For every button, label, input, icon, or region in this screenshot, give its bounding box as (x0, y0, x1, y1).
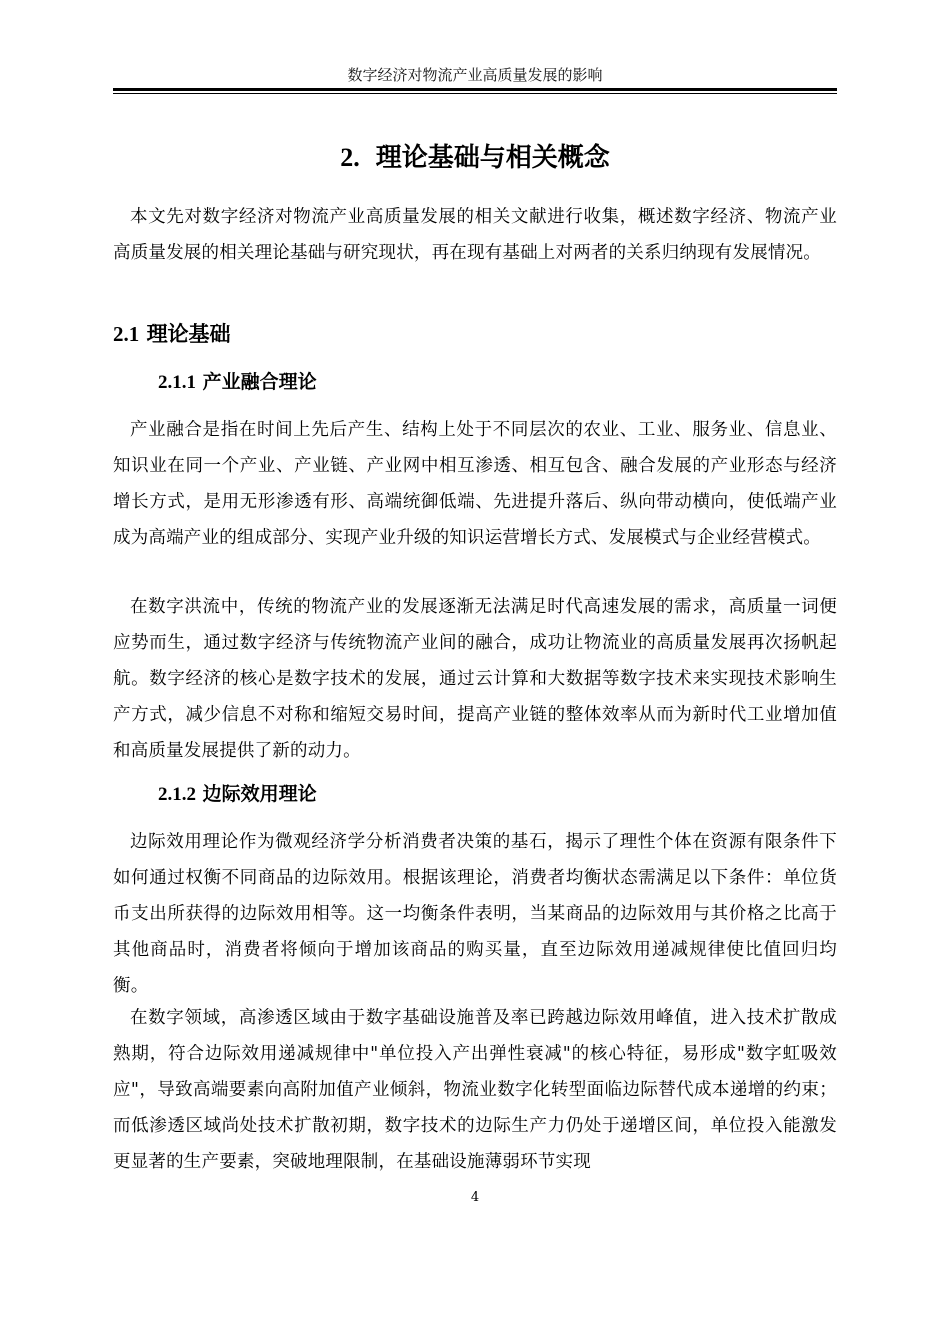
running-header: 数字经济对物流产业高质量发展的影响 (347, 66, 603, 84)
page-number: 4 (470, 1190, 480, 1205)
body-paragraph-industry-fusion-1: 产业融合是指在时间上先后产生、结构上处于不同层次的农业、工业、服务业、信息业、知识业在同一个产业、产业链、产业网中相互渗透、相互包含、融合发展的产业形态与经济增长方式，是用无形渗透有形、高端统御低端、先进提升落后、纵向带动横向，使低端产业成为高端产业的组成部分、实现产业升级的知识运营增长方式、发展模式与企业经营模式。 (113, 420, 837, 548)
header-rule-thin (113, 93, 837, 94)
chapter-intro-paragraph: 本文先对数字经济对物流产业高质量发展的相关文献进行收集，概述数字经济、物流产业高质量发展的相关理论基础与研究现状，再在现有基础上对两者的关系归纳现有发展情况。 (113, 207, 837, 263)
chapter-title (113, 140, 837, 176)
section-heading-2-1-1 (158, 364, 317, 401)
section-number: 2.1 (113, 322, 140, 346)
subsection-number: 2.1.2 (158, 784, 196, 805)
chapter-number: 2. (340, 143, 360, 172)
body-paragraph-marginal-utility-1: 边际效用理论作为微观经济学分析消费者决策的基石，揭示了理性个体在资源有限条件下如何通过权衡不同商品的边际效用。根据该理论，消费者均衡状态需满足以下条件：单位货币支出所获得的边际效用相等。这一均衡条件表明，当某商品的边际效用与其价格之比高于其他商品时，消费者将倾向于增加该商品的购买量，直至边际效用递减规律使比值回归均衡。 (113, 832, 837, 996)
subsection-number: 2.1.1 (158, 372, 196, 393)
body-paragraph-industry-fusion-2: 在数字洪流中，传统的物流产业的发展逐渐无法满足时代高速发展的需求，高质量一词便应势而生，通过数字经济与传统物流产业间的融合，成功让物流业的高质量发展再次扬帆起航。数字经济的核心是数字技术的发展，通过云计算和大数据等数字技术来实现技术影响生产方式，减少信息不对称和缩短交易时间，提高产业链的整体效率从而为新时代工业增加值和高质量发展提供了新的动力。 (113, 597, 837, 761)
subsection-title: 产业融合理论 (202, 371, 317, 393)
subsection-title: 边际效用理论 (202, 783, 317, 805)
chapter-title-text: 理论基础与相关概念 (375, 143, 610, 173)
body-paragraph-marginal-utility-2: 在数字领域，高渗透区域由于数字基础设施普及率已跨越边际效用峰值，进入技术扩散成熟期，符合边际效用递减规律中"单位投入产出弹性衰减"的核心特征，易形成"数字虹吸效应"，导致高端要素向高附加值产业倾斜，物流业数字化转型面临边际替代成本递增的约束；而低渗透区域尚处技术扩散初期，数字技术的边际生产力仍处于递增区间，单位投入能激发更显著的生产要素，突破地理限制，在基础设施薄弱环节实现 (113, 1008, 837, 1172)
section-heading-2-1 (113, 316, 231, 352)
section-heading-2-1-2 (158, 776, 317, 813)
section-title: 理论基础 (146, 322, 231, 346)
header-rule-thick (113, 88, 837, 91)
